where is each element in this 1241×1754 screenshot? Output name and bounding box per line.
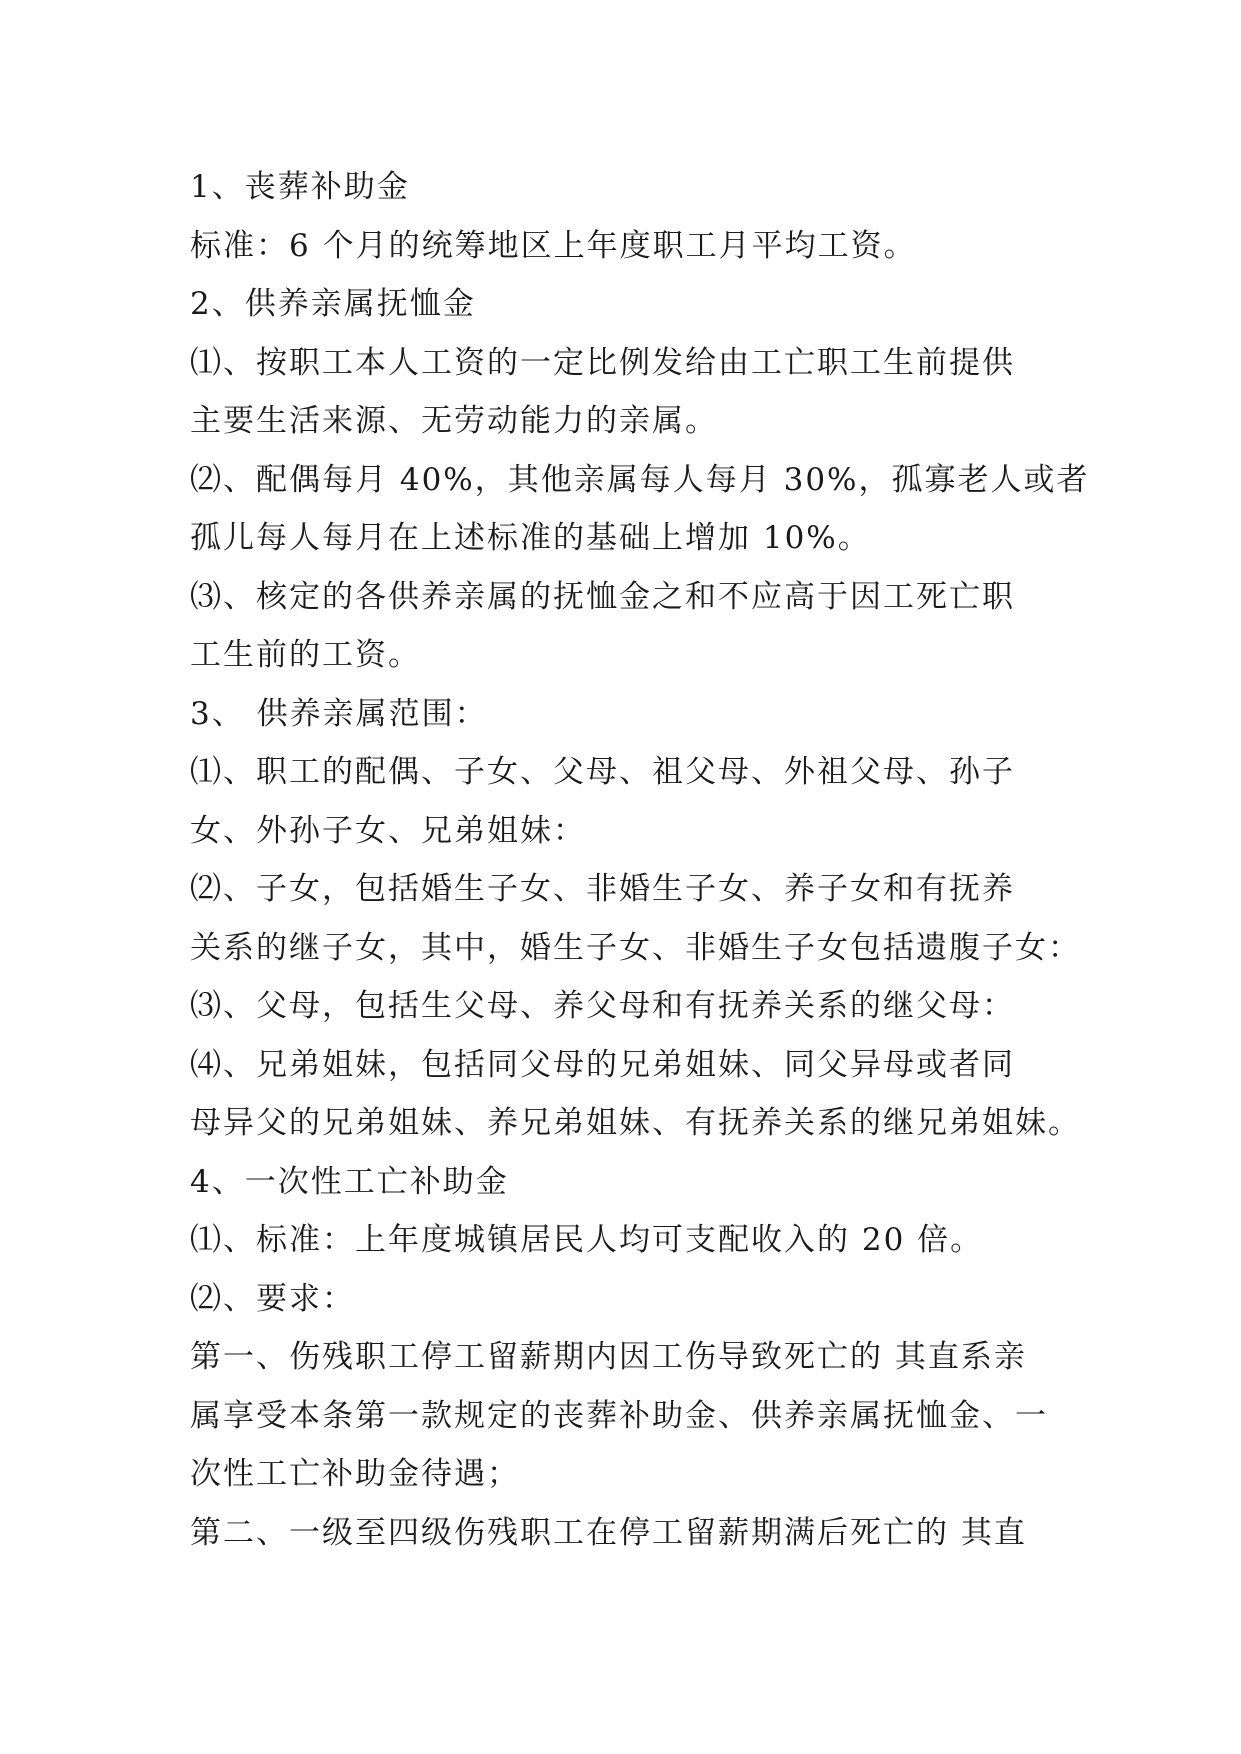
text-line: 第二、一级至四级伤残职工在停工留薪期满后死亡的 其直 — [190, 1514, 1027, 1551]
text-line: 属享受本条第一款规定的丧葬补助金、供养亲属抚恤金、一 — [190, 1397, 1048, 1434]
text-line: 工生前的工资。 — [190, 637, 421, 673]
text-line: ⑴、按职工本人工资的一定比例发给由工亡职工生前提供 — [190, 344, 1015, 381]
heading-funeral-subsidy: 1、丧葬补助金 — [190, 169, 410, 205]
heading-dependent-pension: 2、供养亲属抚恤金 — [190, 286, 476, 322]
text-line: 母异父的兄弟姐妹、养兄弟姐妹、有抚养关系的继兄弟姐妹。 — [190, 1105, 1081, 1141]
heading-lump-sum-subsidy: 4、一次性工亡补助金 — [190, 1163, 509, 1200]
text-line: 次性工亡补助金待遇； — [190, 1456, 520, 1492]
text-line: ⑵、要求： — [190, 1280, 355, 1317]
text-line: 关系的继子女，其中，婚生子女、非婚生子女包括遗腹子女： — [190, 929, 1081, 966]
text-line: ⑶、核定的各供养亲属的抚恤金之和不应高于因工死亡职 — [190, 578, 1015, 615]
text-line: ⑴、标准：上年度城镇居民人均可支配收入的 20 倍。 — [190, 1222, 984, 1258]
text-line: ⑶、父母，包括生父母、养父母和有抚养关系的继父母： — [190, 988, 1015, 1024]
text-line: ⑵、配偶每月 40%，其他亲属每人每月 30%，孤寡老人或者 — [190, 461, 1090, 498]
text-line: ⑷、兄弟姐妹，包括同父母的兄弟姐妹、同父异母或者同 — [190, 1046, 1015, 1083]
heading-dependent-scope: 3、 供养亲属范围： — [190, 695, 488, 732]
text-line: 标准：6 个月的统筹地区上年度职工月平均工资。 — [190, 227, 917, 264]
text-line: ⑵、子女，包括婚生子女、非婚生子女、养子女和有抚养 — [190, 871, 1015, 907]
text-line: 女、外孙子女、兄弟姐妹： — [190, 812, 586, 849]
text-line: 孤儿每人每月在上述标准的基础上增加 10%。 — [190, 520, 871, 556]
text-line: ⑴、职工的配偶、子女、父母、祖父母、外祖父母、孙子 — [190, 754, 1015, 790]
text-line: 主要生活来源、无劳动能力的亲属。 — [190, 403, 718, 439]
text-line: 第一、伤残职工停工留薪期内因工伤导致死亡的 其直系亲 — [190, 1339, 1027, 1375]
document-body — [190, 158, 1090, 1562]
